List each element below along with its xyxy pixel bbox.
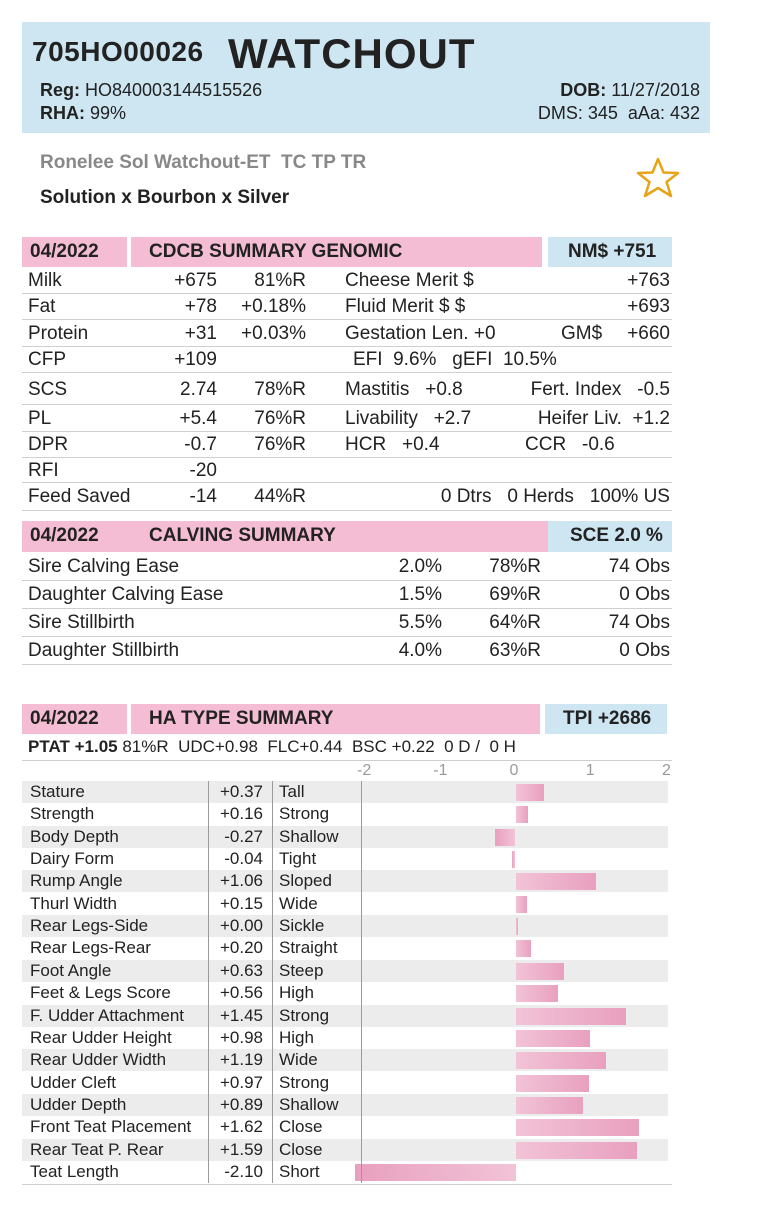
reliability: 63%R bbox=[489, 640, 541, 661]
type-trait-value: +0.89 bbox=[219, 1094, 263, 1114]
trait: Sire Stillbirth bbox=[28, 612, 135, 633]
value: +5.4 bbox=[179, 408, 217, 429]
type-trait-row bbox=[22, 870, 668, 892]
right-value: +763 bbox=[627, 270, 670, 291]
reliability: 78%R bbox=[254, 379, 306, 400]
ptat-details: 81%R UDC+0.98 FLC+0.44 BSC +0.22 0 D / 0 H bbox=[122, 737, 516, 756]
type-title: HA TYPE SUMMARY bbox=[149, 708, 334, 729]
type-bar bbox=[516, 1075, 590, 1092]
type-trait-row bbox=[22, 937, 668, 959]
type-trait-value: +0.15 bbox=[219, 893, 263, 913]
value: -14 bbox=[189, 486, 217, 507]
type-trait-descriptor: Sickle bbox=[279, 916, 325, 936]
type-trait-row bbox=[22, 781, 668, 803]
trait: Feed Saved bbox=[28, 486, 131, 507]
type-trait-row bbox=[22, 915, 668, 937]
type-trait-value: +0.16 bbox=[219, 804, 263, 824]
axis-tick-label: -1 bbox=[433, 762, 448, 779]
type-trait-value: +1.19 bbox=[219, 1050, 263, 1070]
right-value: CCR -0.6 bbox=[525, 434, 615, 455]
right-value: Heifer Liv. +1.2 bbox=[537, 408, 670, 429]
reg-label: Reg: bbox=[40, 80, 80, 100]
type-trait-row bbox=[22, 1049, 668, 1071]
right-value: +693 bbox=[627, 296, 670, 317]
ptat-value: PTAT +1.05 bbox=[28, 737, 118, 756]
trait: Protein bbox=[28, 323, 89, 344]
trait: DPR bbox=[28, 434, 69, 455]
type-bar bbox=[516, 1142, 637, 1159]
calving-date: 04/2022 bbox=[30, 525, 99, 546]
type-trait-descriptor: Strong bbox=[279, 1072, 330, 1092]
type-trait-descriptor: Close bbox=[279, 1139, 323, 1159]
type-trait-row bbox=[22, 893, 668, 915]
calving-title: CALVING SUMMARY bbox=[149, 525, 336, 546]
type-trait-value: +1.45 bbox=[219, 1005, 263, 1025]
type-trait-row bbox=[22, 960, 668, 982]
percent: 2.0% bbox=[398, 556, 442, 577]
mid-trait: EFI 9.6% gEFI 10.5% bbox=[353, 349, 557, 370]
type-trait-descriptor: Wide bbox=[279, 893, 318, 913]
reliability: 64%R bbox=[489, 612, 541, 633]
type-trait-name: Rump Angle bbox=[30, 871, 123, 891]
reliability: 76%R bbox=[254, 408, 306, 429]
type-trait-descriptor: Close bbox=[279, 1117, 323, 1137]
dob-label: DOB: bbox=[560, 80, 607, 100]
type-trait-value: +1.06 bbox=[219, 871, 263, 891]
observations: 74 Obs bbox=[608, 556, 670, 577]
mid-trait: Mastitis +0.8 bbox=[345, 379, 463, 400]
value: +675 bbox=[174, 270, 217, 291]
observations: 0 Obs bbox=[619, 640, 670, 661]
type-trait-row bbox=[22, 1139, 668, 1161]
type-trait-name: Udder Cleft bbox=[30, 1072, 116, 1092]
trait: Daughter Stillbirth bbox=[28, 640, 180, 661]
observations: 0 Obs bbox=[619, 584, 670, 605]
type-bar bbox=[516, 784, 544, 801]
trait: Daughter Calving Ease bbox=[28, 584, 224, 605]
reliability: 69%R bbox=[489, 584, 541, 605]
type-bar bbox=[516, 1030, 591, 1047]
sce-value: SCE 2.0 % bbox=[570, 525, 663, 546]
type-trait-name: Stature bbox=[30, 782, 85, 801]
type-trait-row bbox=[22, 1116, 668, 1138]
percent: 4.0% bbox=[398, 640, 442, 661]
type-trait-value: +0.63 bbox=[219, 960, 263, 980]
type-trait-descriptor: Steep bbox=[279, 960, 324, 980]
type-trait-name: Rear Legs-Rear bbox=[30, 938, 151, 958]
type-trait-value: -0.27 bbox=[224, 826, 263, 846]
descriptor-column-divider bbox=[272, 781, 273, 1183]
type-trait-descriptor: Straight bbox=[279, 938, 338, 958]
type-trait-descriptor: Tight bbox=[279, 849, 317, 869]
value: +31 bbox=[184, 323, 217, 344]
type-trait-name: Feet & Legs Score bbox=[30, 983, 171, 1003]
type-trait-value: +1.62 bbox=[219, 1117, 263, 1137]
bull-short-name: WATCHOUT bbox=[228, 30, 476, 77]
type-trait-value: +1.59 bbox=[219, 1139, 263, 1159]
type-bar bbox=[516, 1097, 584, 1114]
type-trait-row bbox=[22, 982, 668, 1004]
type-bar bbox=[495, 829, 516, 846]
type-trait-descriptor: Strong bbox=[279, 804, 330, 824]
type-bar bbox=[516, 918, 518, 935]
rha-label: RHA: bbox=[40, 103, 85, 123]
type-bar bbox=[516, 896, 527, 913]
type-bar bbox=[516, 963, 564, 980]
rha-value: 99% bbox=[90, 103, 127, 123]
daughters-herds: 0 Dtrs 0 Herds 100% US bbox=[440, 486, 670, 507]
type-bar bbox=[516, 1008, 627, 1025]
value: -20 bbox=[189, 460, 217, 481]
type-trait-descriptor: High bbox=[279, 1027, 314, 1047]
type-trait-value: +0.37 bbox=[219, 782, 263, 801]
type-trait-value: +0.20 bbox=[219, 938, 263, 958]
type-trait-row bbox=[22, 826, 668, 848]
type-trait-name: Body Depth bbox=[30, 826, 119, 846]
value: +78 bbox=[184, 296, 217, 317]
type-trait-name: Rear Udder Height bbox=[30, 1027, 172, 1047]
type-trait-name: Rear Teat P. Rear bbox=[30, 1139, 164, 1159]
type-trait-descriptor: Strong bbox=[279, 1005, 330, 1025]
mid-trait: Cheese Merit $ bbox=[345, 270, 474, 291]
type-trait-name: Udder Depth bbox=[30, 1094, 127, 1114]
reliability: +0.03% bbox=[241, 323, 306, 344]
type-trait-name: Strength bbox=[30, 804, 95, 824]
mid-trait: Gestation Len. +0 bbox=[345, 323, 496, 344]
type-trait-value: +0.98 bbox=[219, 1027, 263, 1047]
mid-trait: Livability +2.7 bbox=[345, 408, 472, 429]
axis-tick-label: -2 bbox=[357, 762, 372, 779]
type-bar bbox=[516, 1119, 640, 1136]
type-trait-value: +0.00 bbox=[219, 916, 263, 936]
nm-value: NM$ +751 bbox=[568, 241, 657, 262]
trait: SCS bbox=[28, 379, 68, 400]
value: -0.7 bbox=[184, 434, 217, 455]
type-trait-value: +0.97 bbox=[219, 1072, 263, 1092]
type-trait-descriptor: Tall bbox=[279, 782, 305, 801]
reliability: 81%R bbox=[254, 270, 306, 291]
axis-tick-label: 0 bbox=[509, 762, 519, 779]
mid-trait: Fluid Merit $ $ bbox=[345, 296, 466, 317]
trait: PL bbox=[28, 408, 52, 429]
observations: 74 Obs bbox=[608, 612, 670, 633]
axis-tick-label: 2 bbox=[662, 762, 671, 779]
type-trait-row bbox=[22, 1027, 668, 1049]
reg-value: HO840003144515526 bbox=[85, 80, 263, 100]
type-bar bbox=[516, 806, 528, 823]
type-trait-row bbox=[22, 1005, 668, 1027]
genomic-title: CDCB SUMMARY GENOMIC bbox=[149, 241, 403, 262]
type-trait-descriptor: Sloped bbox=[279, 871, 332, 891]
type-trait-value: +0.56 bbox=[219, 983, 263, 1003]
reliability: +0.18% bbox=[241, 296, 306, 317]
trait: RFI bbox=[28, 460, 59, 481]
type-trait-name: Thurl Width bbox=[30, 893, 117, 913]
genomic-date: 04/2022 bbox=[30, 241, 99, 262]
type-date: 04/2022 bbox=[30, 708, 99, 729]
chart-left-axis bbox=[361, 781, 362, 1183]
dob-value: 11/27/2018 bbox=[611, 80, 700, 100]
dms-aaa: DMS: 345 aAa: 432 bbox=[537, 103, 700, 123]
type-trait-name: Teat Length bbox=[30, 1161, 119, 1181]
value: +109 bbox=[174, 349, 217, 370]
chart-bottom-rule bbox=[22, 1184, 672, 1185]
trait: Fat bbox=[28, 296, 56, 317]
trait: Sire Calving Ease bbox=[28, 556, 180, 577]
reliability: 78%R bbox=[489, 556, 541, 577]
trait: CFP bbox=[28, 349, 66, 370]
type-trait-name: F. Udder Attachment bbox=[30, 1005, 185, 1025]
value: 2.74 bbox=[180, 379, 217, 400]
percent: 1.5% bbox=[398, 584, 442, 605]
type-trait-value: -2.10 bbox=[224, 1161, 263, 1181]
type-trait-descriptor: Wide bbox=[279, 1050, 318, 1070]
type-trait-name: Dairy Form bbox=[30, 849, 115, 869]
type-trait-row bbox=[22, 803, 668, 825]
reliability: 44%R bbox=[254, 486, 306, 507]
trait: Milk bbox=[28, 270, 62, 291]
axis-tick-label: 1 bbox=[585, 762, 595, 779]
type-trait-name: Front Teat Placement bbox=[30, 1117, 192, 1137]
mid-trait: HCR +0.4 bbox=[345, 434, 440, 455]
type-bar bbox=[355, 1164, 515, 1181]
type-trait-descriptor: Shallow bbox=[279, 1094, 339, 1114]
type-bar bbox=[516, 985, 559, 1002]
reliability: 76%R bbox=[254, 434, 306, 455]
type-bar bbox=[512, 851, 515, 868]
type-trait-name: Foot Angle bbox=[30, 960, 112, 980]
tpi-value: TPI +2686 bbox=[563, 708, 652, 729]
bull-code: 705HO00026 bbox=[32, 36, 204, 67]
type-bar bbox=[516, 873, 597, 890]
type-bar bbox=[516, 1052, 607, 1069]
type-trait-descriptor: High bbox=[279, 983, 314, 1003]
type-trait-value: -0.04 bbox=[224, 849, 263, 869]
pedigree: Solution x Bourbon x Silver bbox=[40, 187, 290, 208]
right-value: Fert. Index -0.5 bbox=[530, 379, 670, 400]
bull-full-name: Ronelee Sol Watchout-ET TC TP TR bbox=[40, 152, 367, 173]
value-column-divider bbox=[208, 781, 209, 1183]
right-value: +660 bbox=[627, 323, 670, 344]
type-trait-descriptor: Short bbox=[279, 1161, 320, 1181]
type-trait-name: Rear Udder Width bbox=[30, 1050, 167, 1070]
type-trait-row bbox=[22, 1094, 668, 1116]
gm-label: GM$ bbox=[561, 323, 603, 344]
type-bar bbox=[516, 940, 531, 957]
type-trait-row bbox=[22, 1161, 668, 1183]
type-trait-row bbox=[22, 848, 668, 870]
type-trait-row bbox=[22, 1072, 668, 1094]
percent: 5.5% bbox=[398, 612, 442, 633]
type-trait-descriptor: Shallow bbox=[279, 826, 339, 846]
type-trait-name: Rear Legs-Side bbox=[30, 916, 149, 936]
